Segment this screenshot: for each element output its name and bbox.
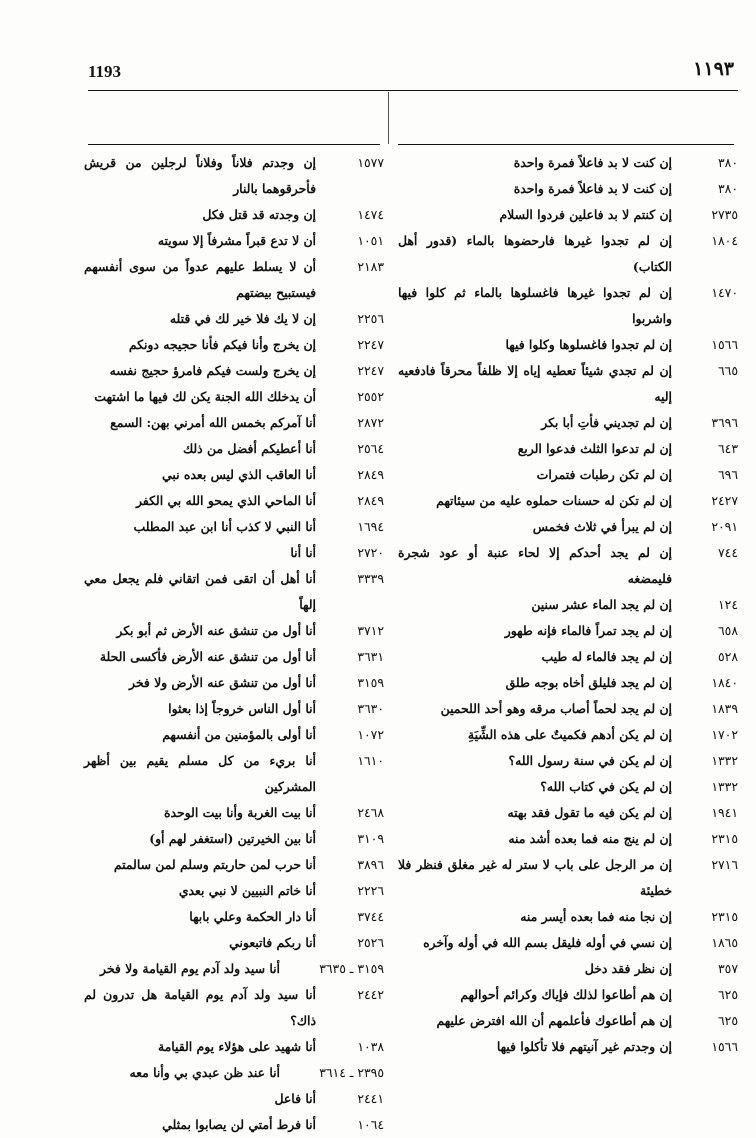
entry-number: ٣٨٩٦ <box>357 857 384 872</box>
index-entry <box>84 800 384 826</box>
entry-text: إن وجدتم فلاناً وفلاناً لرجلين من قريش فأحرقوهما بالنار <box>84 155 316 196</box>
entry-number: ٣٧٤٤ <box>357 909 384 924</box>
page-number-latin: 1193 <box>88 62 122 81</box>
entry-number: ٢٢٢٦ <box>357 883 384 898</box>
entry-text: إن لم تكن له حسنات حملوه عليه من سيئاتهم <box>436 493 672 508</box>
entry-number: ١٤٧٤ <box>357 207 384 222</box>
index-entry <box>84 332 384 358</box>
index-entry <box>398 748 738 774</box>
index-entry <box>84 514 384 540</box>
index-entry <box>84 254 384 306</box>
entry-text: أنا أول من تنشق عنه الأرض ولا فخر <box>129 675 316 690</box>
index-entry <box>84 540 384 566</box>
entry-text: أنا أول من تنشق عنه الأرض ثم أبو بكر <box>116 623 316 638</box>
index-entry <box>84 878 384 904</box>
entry-text: إن لم يكن أدهم فكميتٌ على هذه الشِّيَةِ <box>467 727 672 742</box>
entry-text: أنا آمركم بخمس الله أمرني بهن: السمع <box>110 415 316 430</box>
index-entry <box>84 384 384 410</box>
index-entry <box>398 826 738 852</box>
entry-number: ١٠٣٨ <box>357 1039 384 1054</box>
entry-number: ٢٨٤٩ <box>357 493 384 508</box>
index-entry <box>398 462 738 488</box>
entry-text: إن لم يجد لحماً أصاب مرقه وهو أحد اللحمين <box>440 701 672 716</box>
entry-text: أن لا يسلط عليهم عدواً من سوى أنفسهم فيستبيح بيضتهم <box>84 259 316 300</box>
index-entry <box>84 930 384 956</box>
index-entry <box>84 1112 384 1138</box>
entry-text: إن وجدتم غير آنيتهم فلا تأكلوا فيها <box>496 1039 672 1054</box>
entry-number: ٢٣٩٥ ـ ٣٦١٤ <box>319 1065 384 1080</box>
entry-number: ١٢٤ <box>718 597 738 612</box>
entry-text: أنا أنا <box>290 545 316 560</box>
entry-text: إن لم يجد الماء عشر سنين <box>531 597 672 612</box>
entry-text: إن لم تكن رطبات فتمرات <box>536 467 672 482</box>
entry-number: ٧٤٤ <box>718 545 738 560</box>
entry-text: إن كنت لا بد فاعلاً فمرة واحدة <box>513 155 672 170</box>
index-entry <box>84 306 384 332</box>
entry-number: ١٣٣٢ <box>711 779 738 794</box>
entry-text: إن يخرج وأنا فيكم فأنا حجيجه دونكم <box>128 337 316 352</box>
entry-number: ١٣٣٢ <box>711 753 738 768</box>
entry-number: ١٨٣٩ <box>711 701 738 716</box>
right-column <box>398 150 738 1060</box>
left-column <box>84 150 384 1138</box>
entry-number: ٢١٨٣ <box>357 259 384 274</box>
entry-text: إن لم يكن فيه ما تقول فقد بهته <box>507 805 672 820</box>
entry-text: إن يخرج ولست فيكم فامرؤ حجيج نفسه <box>109 363 316 378</box>
entry-text: أنا بيت الغربة وأنا بيت الوحدة <box>164 805 316 820</box>
entry-number: ٣٨٠ <box>718 181 738 196</box>
entry-text: إن نسي في أوله فليقل بسم الله في أوله وآخره <box>423 935 672 950</box>
entry-text: إن لم يجد تمراً فالماء فإنه طهور <box>504 623 672 638</box>
entry-text: إن كنت لا بد فاعلاً فمرة واحدة <box>513 181 672 196</box>
index-entry <box>84 1060 384 1086</box>
entry-number: ٢٢٥٦ <box>357 311 384 326</box>
index-entry <box>84 202 384 228</box>
entry-text: إن لم يجد فالماء له طيب <box>541 649 672 664</box>
entry-number: ٢٥٢٦ <box>357 935 384 950</box>
index-entry <box>398 618 738 644</box>
entry-number: ٢٤٦٨ <box>357 805 384 820</box>
index-entry <box>84 722 384 748</box>
entry-text: إن لم تجدوا غيرها فاغسلوها بالماء ثم كلوا فيها واشربوا <box>398 285 672 326</box>
entry-number: ١٠٧٢ <box>357 727 384 742</box>
entry-number: ٣٥٧ <box>718 961 738 976</box>
index-entry <box>398 332 738 358</box>
entry-number: ٣٦٩٦ <box>711 415 738 430</box>
index-entry <box>398 982 738 1008</box>
entry-text: أنا ربكم فاتبعوني <box>229 935 316 950</box>
entry-text: إن لم تدعوا الثلث فدعوا الربع <box>517 441 672 456</box>
entry-number: ٣١٥٩ ـ ٣٦٣٥ <box>319 961 384 976</box>
entry-number: ٥٢٨ <box>718 649 738 664</box>
index-entry <box>398 280 738 332</box>
entry-number: ٣٦٣٠ <box>357 701 384 716</box>
index-entry <box>398 670 738 696</box>
index-entry <box>84 644 384 670</box>
column-divider <box>388 92 389 144</box>
index-entry <box>84 1086 384 1112</box>
entry-text: أنا بريء من كل مسلم يقيم بين أظهر المشركين <box>84 753 316 794</box>
entry-text: إن وجدته قد قتل فكل <box>202 207 316 222</box>
left-column-rule <box>88 144 380 145</box>
index-entry <box>398 436 738 462</box>
entry-text: إن لم تجدي شيئاً تعطيه إياه إلا ظلفاً محرقاً فادفعيه إليه <box>398 363 672 404</box>
entry-number: ٢٧٢٠ <box>357 545 384 560</box>
entry-number: ٢٣١٥ <box>711 909 738 924</box>
entry-text: أنا أهل أن اتقى فمن اتقاني فلم يجعل معي إلهاً <box>84 571 316 612</box>
index-entry <box>84 1034 384 1060</box>
index-entry <box>398 488 738 514</box>
entry-number: ١٥٦٦ <box>711 337 738 352</box>
entry-number: ٢٨٧٢ <box>357 415 384 430</box>
entry-number: ٢٢٤٧ <box>357 363 384 378</box>
index-entry <box>398 514 738 540</box>
entry-text: أنا سيد ولد آدم يوم القيامة هل تدرون لم ذاك؟ <box>84 987 316 1028</box>
entry-text: إن نجا منه فما بعده أيسر منه <box>520 909 672 924</box>
entry-text: أن لا تدع قبراً مشرفاً إلا سويته <box>157 233 316 248</box>
index-entry <box>398 696 738 722</box>
entry-text: أنا شهيد على هؤلاء يوم القيامة <box>157 1039 316 1054</box>
entry-number: ١٦٩٤ <box>357 519 384 534</box>
entry-number: ٦٤٣ <box>718 441 738 456</box>
entry-number: ٢٤٤٢ <box>357 987 384 1002</box>
entry-text: أنا أولى بالمؤمنين من أنفسهم <box>162 727 316 742</box>
entry-text: أنا دار الحكمة وعلي بابها <box>189 909 316 924</box>
page-number-arabic: ١١٩٣ <box>693 58 734 80</box>
entry-text: إن لم تجدوا فاغسلوها وكلوا فيها <box>505 337 672 352</box>
entry-number: ٢٧٣٥ <box>711 207 738 222</box>
index-entry <box>398 774 738 800</box>
entry-text: إن هم أطاعوك فأعلمهم أن الله افترض عليهم <box>436 1013 672 1028</box>
entry-text: أنا النبي لا كذب أنا ابن عبد المطلب <box>133 519 316 534</box>
entry-text: أنا عند ظن عبدي بي وأنا معه <box>129 1065 280 1080</box>
entry-text: إن لم يبرأ في ثلاث فخمس <box>532 519 672 534</box>
index-entry <box>398 592 738 618</box>
index-entry <box>84 852 384 878</box>
entry-number: ١٩٤١ <box>711 805 738 820</box>
index-entry <box>398 410 738 436</box>
index-entry <box>84 826 384 852</box>
index-entry <box>398 800 738 826</box>
index-entry <box>398 1008 738 1034</box>
entry-number: ٢٣١٥ <box>711 831 738 846</box>
header-rule <box>88 90 738 91</box>
entry-text: إن لم تجديني فأتِ أبا بكر <box>541 415 672 430</box>
entry-text: أنا فاعل <box>274 1091 316 1106</box>
entry-number: ٦٥٨ <box>718 623 738 638</box>
entry-text: أنا حرب لمن حاربتم وسلم لمن سالمتم <box>113 857 316 872</box>
index-entry <box>398 644 738 670</box>
entry-text: أنا العاقب الذي ليس بعده نبي <box>162 467 316 482</box>
entry-number: ٣١٥٩ <box>357 675 384 690</box>
entry-number: ٣١٠٩ <box>357 831 384 846</box>
entry-text: إن لم يكن في كتاب الله؟ <box>540 779 672 794</box>
index-entry <box>398 228 738 280</box>
entry-number: ٣٣٣٩ <box>357 571 384 586</box>
entry-text: أنا بين الخيرتين (استغفر لهم أو) <box>149 831 316 846</box>
entry-text: إن لم تجدوا غيرها فارحضوها بالماء (قدور أهل الكتاب) <box>398 233 672 274</box>
entry-text: أنا أول من تنشق عنه الأرض فأكسى الحلة <box>99 649 316 664</box>
entry-number: ١٦١٠ <box>357 753 384 768</box>
index-entry <box>84 566 384 618</box>
entry-text: أنا خاتم النبيين لا نبي بعدي <box>178 883 316 898</box>
entry-text: أنا سيد ولد آدم يوم القيامة ولا فخر <box>100 961 280 976</box>
entry-text: أنا الماحي الذي يمحو الله بي الكفر <box>135 493 316 508</box>
entry-number: ١٠٦٤ <box>357 1117 384 1132</box>
index-entry <box>84 982 384 1034</box>
entry-number: ١٤٧٠ <box>711 285 738 300</box>
entry-number: ٢٠٩١ <box>711 519 738 534</box>
index-entry <box>398 930 738 956</box>
entry-number: ٢٧١٦ <box>711 857 738 872</box>
entry-number: ٦٢٥ <box>718 1013 738 1028</box>
entry-number: ٣٨٠ <box>718 155 738 170</box>
entry-text: أنا أول الناس خروجاً إذا بعثوا <box>168 701 316 716</box>
index-entry <box>84 488 384 514</box>
entry-number: ١٠٥١ <box>357 233 384 248</box>
entry-number: ٣٧١٢ <box>357 623 384 638</box>
entry-text: إن لم يجد أحدكم إلا لحاء عنبة أو عود شجرة فليمضغه <box>398 545 672 586</box>
index-entry <box>84 150 384 202</box>
entry-number: ١٨٠٤ <box>711 233 738 248</box>
index-entry <box>398 176 738 202</box>
index-entry <box>398 150 738 176</box>
entry-number: ١٥٦٦ <box>711 1039 738 1054</box>
entry-text: إن كنتم لا بد فاعلين فردوا السلام <box>499 207 672 222</box>
entry-text: إن نظر فقد دخل <box>584 961 672 976</box>
entry-number: ٢٥٦٤ <box>357 441 384 456</box>
entry-text: أن يدخلك الله الجنة يكن لك فيها ما اشتهت <box>94 389 316 404</box>
index-entry <box>84 358 384 384</box>
entry-text: إن لم يجد فليلق أخاه بوجه طلق <box>505 675 672 690</box>
entry-number: ٢٨٤٩ <box>357 467 384 482</box>
entry-text: إن مر الرجل على باب لا ستر له غير مغلق فنظر فلا خطيئة <box>398 857 672 898</box>
index-entry <box>398 358 738 410</box>
index-entry <box>84 670 384 696</box>
entry-number: ٢٢٤٧ <box>357 337 384 352</box>
index-entry <box>398 722 738 748</box>
index-entry <box>84 618 384 644</box>
index-entry <box>84 956 384 982</box>
index-entry <box>398 904 738 930</box>
entry-number: ٦٦٥ <box>718 363 738 378</box>
entry-text: إن لم ينج منه فما بعده أشد منه <box>508 831 672 846</box>
index-entry <box>398 202 738 228</box>
entry-text: إن لم يكن في سنة رسول الله؟ <box>508 753 672 768</box>
entry-number: ٢٤٤١ <box>357 1091 384 1106</box>
index-entry <box>84 228 384 254</box>
entry-number: ٦٢٥ <box>718 987 738 1002</box>
entry-number: ١٥٧٧ <box>357 155 384 170</box>
entry-text: إن لا يك فلا خير لك في قتله <box>169 311 316 326</box>
entry-text: إن هم أطاعوا لذلك فإياك وكرائم أحوالهم <box>460 987 672 1002</box>
index-entry <box>84 436 384 462</box>
entry-text: أنا فرط أمتي لن يصابوا بمثلي <box>162 1117 316 1132</box>
index-entry <box>398 956 738 982</box>
index-entry <box>398 1034 738 1060</box>
index-entry <box>84 410 384 436</box>
entry-number: ٢٤٢٧ <box>711 493 738 508</box>
entry-number: ٣٦٣١ <box>357 649 384 664</box>
entry-number: ١٨٦٥ <box>711 935 738 950</box>
index-entry <box>84 904 384 930</box>
entry-number: ٢٥٥٢ <box>357 389 384 404</box>
index-entry <box>398 852 738 904</box>
index-entry <box>84 748 384 800</box>
right-column-rule <box>398 144 734 145</box>
index-entry <box>398 540 738 592</box>
entry-text: أنا أعطيكم أفضل من ذلك <box>182 441 316 456</box>
entry-number: ١٨٤٠ <box>711 675 738 690</box>
entry-number: ٦٩٦ <box>718 467 738 482</box>
entry-number: ١٧٠٢ <box>711 727 738 742</box>
index-entry <box>84 696 384 722</box>
index-entry <box>84 462 384 488</box>
